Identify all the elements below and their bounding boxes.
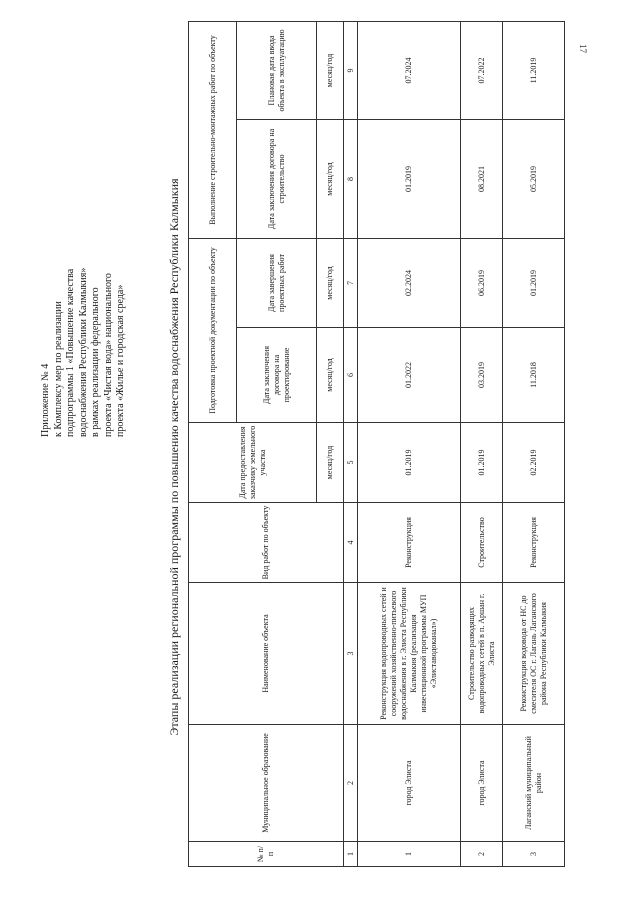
header-num: № п/п: [189, 842, 344, 867]
row-num: 1: [358, 842, 461, 867]
column-number: 5: [344, 423, 358, 503]
appendix-header: [40, 147, 128, 437]
stages-table: [188, 21, 565, 867]
header-municipality: Муниципальное образование: [189, 725, 344, 842]
row-work-type: Реконструкция: [503, 503, 565, 583]
row-build-contract: 05.2019: [503, 119, 565, 238]
table-row: [358, 21, 461, 866]
row-land-date: 02.2019: [503, 423, 565, 503]
column-number: 2: [344, 725, 358, 842]
appendix-line: водоснабжения Республики Калмыкия»: [77, 267, 89, 437]
rotated-document: [8, 17, 628, 897]
page-number: 17: [578, 44, 588, 53]
appendix-line: подпрограммы 1 «Повышение качества: [65, 268, 76, 437]
row-land-date: 01.2019: [461, 423, 503, 503]
header-design-group: Подготовка проектной документации по объекту: [189, 238, 237, 422]
row-municipality: Лаганский муниципальный район: [503, 725, 565, 842]
column-number: 4: [344, 503, 358, 583]
column-number: 8: [344, 119, 358, 238]
row-commission: 07.2024: [358, 21, 461, 119]
row-commission: 11.2019: [503, 21, 565, 119]
appendix-line: проекта «Чистая вода» национального: [102, 273, 114, 437]
document-title: Этапы реализации региональной программы по повышению качества водоснабжения Республики Калмыкия: [167, 178, 181, 736]
table-row: [461, 21, 503, 866]
appendix-line: к Комплексу мер по реализации: [52, 301, 64, 437]
row-build-contract: 01.2019: [358, 119, 461, 238]
table-row: [503, 21, 565, 866]
appendix-line: в рамках реализации федерального: [90, 287, 101, 437]
unit-cell: месяц/год: [317, 328, 344, 423]
unit-cell: месяц/год: [317, 21, 344, 119]
column-number: 3: [344, 583, 358, 725]
appendix-line: проекта «Жилье и городская среда»: [115, 284, 126, 437]
header-work-type: Вид работ по объекту: [189, 503, 344, 583]
row-design-finish: 01.2019: [503, 238, 565, 327]
header-object-name: Наименование объекта: [189, 583, 344, 725]
row-num: 2: [461, 842, 503, 867]
row-design-contract: 11.2018: [503, 328, 565, 423]
header-land-date: Дата предоставления заказчику земельного участка: [189, 423, 317, 503]
appendix-line: Приложение № 4: [40, 363, 51, 437]
header-build-group: Выполнение строительно-монтажных работ по объекту: [189, 21, 237, 238]
column-number-row: [344, 21, 358, 866]
unit-cell: месяц/год: [317, 238, 344, 327]
header-design-finish: Дата завершения проектных работ: [237, 238, 317, 327]
row-commission: 07.2022: [461, 21, 503, 119]
header-commission: Плановая дата ввода объекта в эксплуатацию: [237, 21, 317, 119]
row-build-contract: 08.2021: [461, 119, 503, 238]
row-design-finish: 02.2024: [358, 238, 461, 327]
row-object-name: Реконструкция водовода от НС до смесителя ОС г. Лагань Лаганского района Республики Калмыкия: [503, 583, 565, 725]
row-design-contract: 03.2019: [461, 328, 503, 423]
row-design-finish: 06.2019: [461, 238, 503, 327]
row-work-type: Реконструкция: [358, 503, 461, 583]
column-number: 1: [344, 842, 358, 867]
column-number: 9: [344, 21, 358, 119]
row-object-name: Реконструкция водопроводных сетей и сооружений хозяйственно-питьевого водоснабжения в г. Элиста Республики Калмыкия (реализация инвестиционной программы МУП «Элиставодоканал»): [358, 583, 461, 725]
header-design-contract: Дата заключения договора на проектирование: [237, 328, 317, 423]
row-municipality: город Элиста: [461, 725, 503, 842]
row-design-contract: 01.2022: [358, 328, 461, 423]
column-number: 7: [344, 238, 358, 327]
column-number: 6: [344, 328, 358, 423]
unit-cell: месяц/год: [317, 119, 344, 238]
unit-cell: месяц/год: [317, 423, 344, 503]
row-num: 3: [503, 842, 565, 867]
row-object-name: Строительство разводящих водопроводных сетей в п. Аршан г. Элиста: [461, 583, 503, 725]
header-build-contract: Дата заключения договора на строительство: [237, 119, 317, 238]
row-land-date: 01.2019: [358, 423, 461, 503]
row-work-type: Строительство: [461, 503, 503, 583]
row-municipality: город Элиста: [358, 725, 461, 842]
